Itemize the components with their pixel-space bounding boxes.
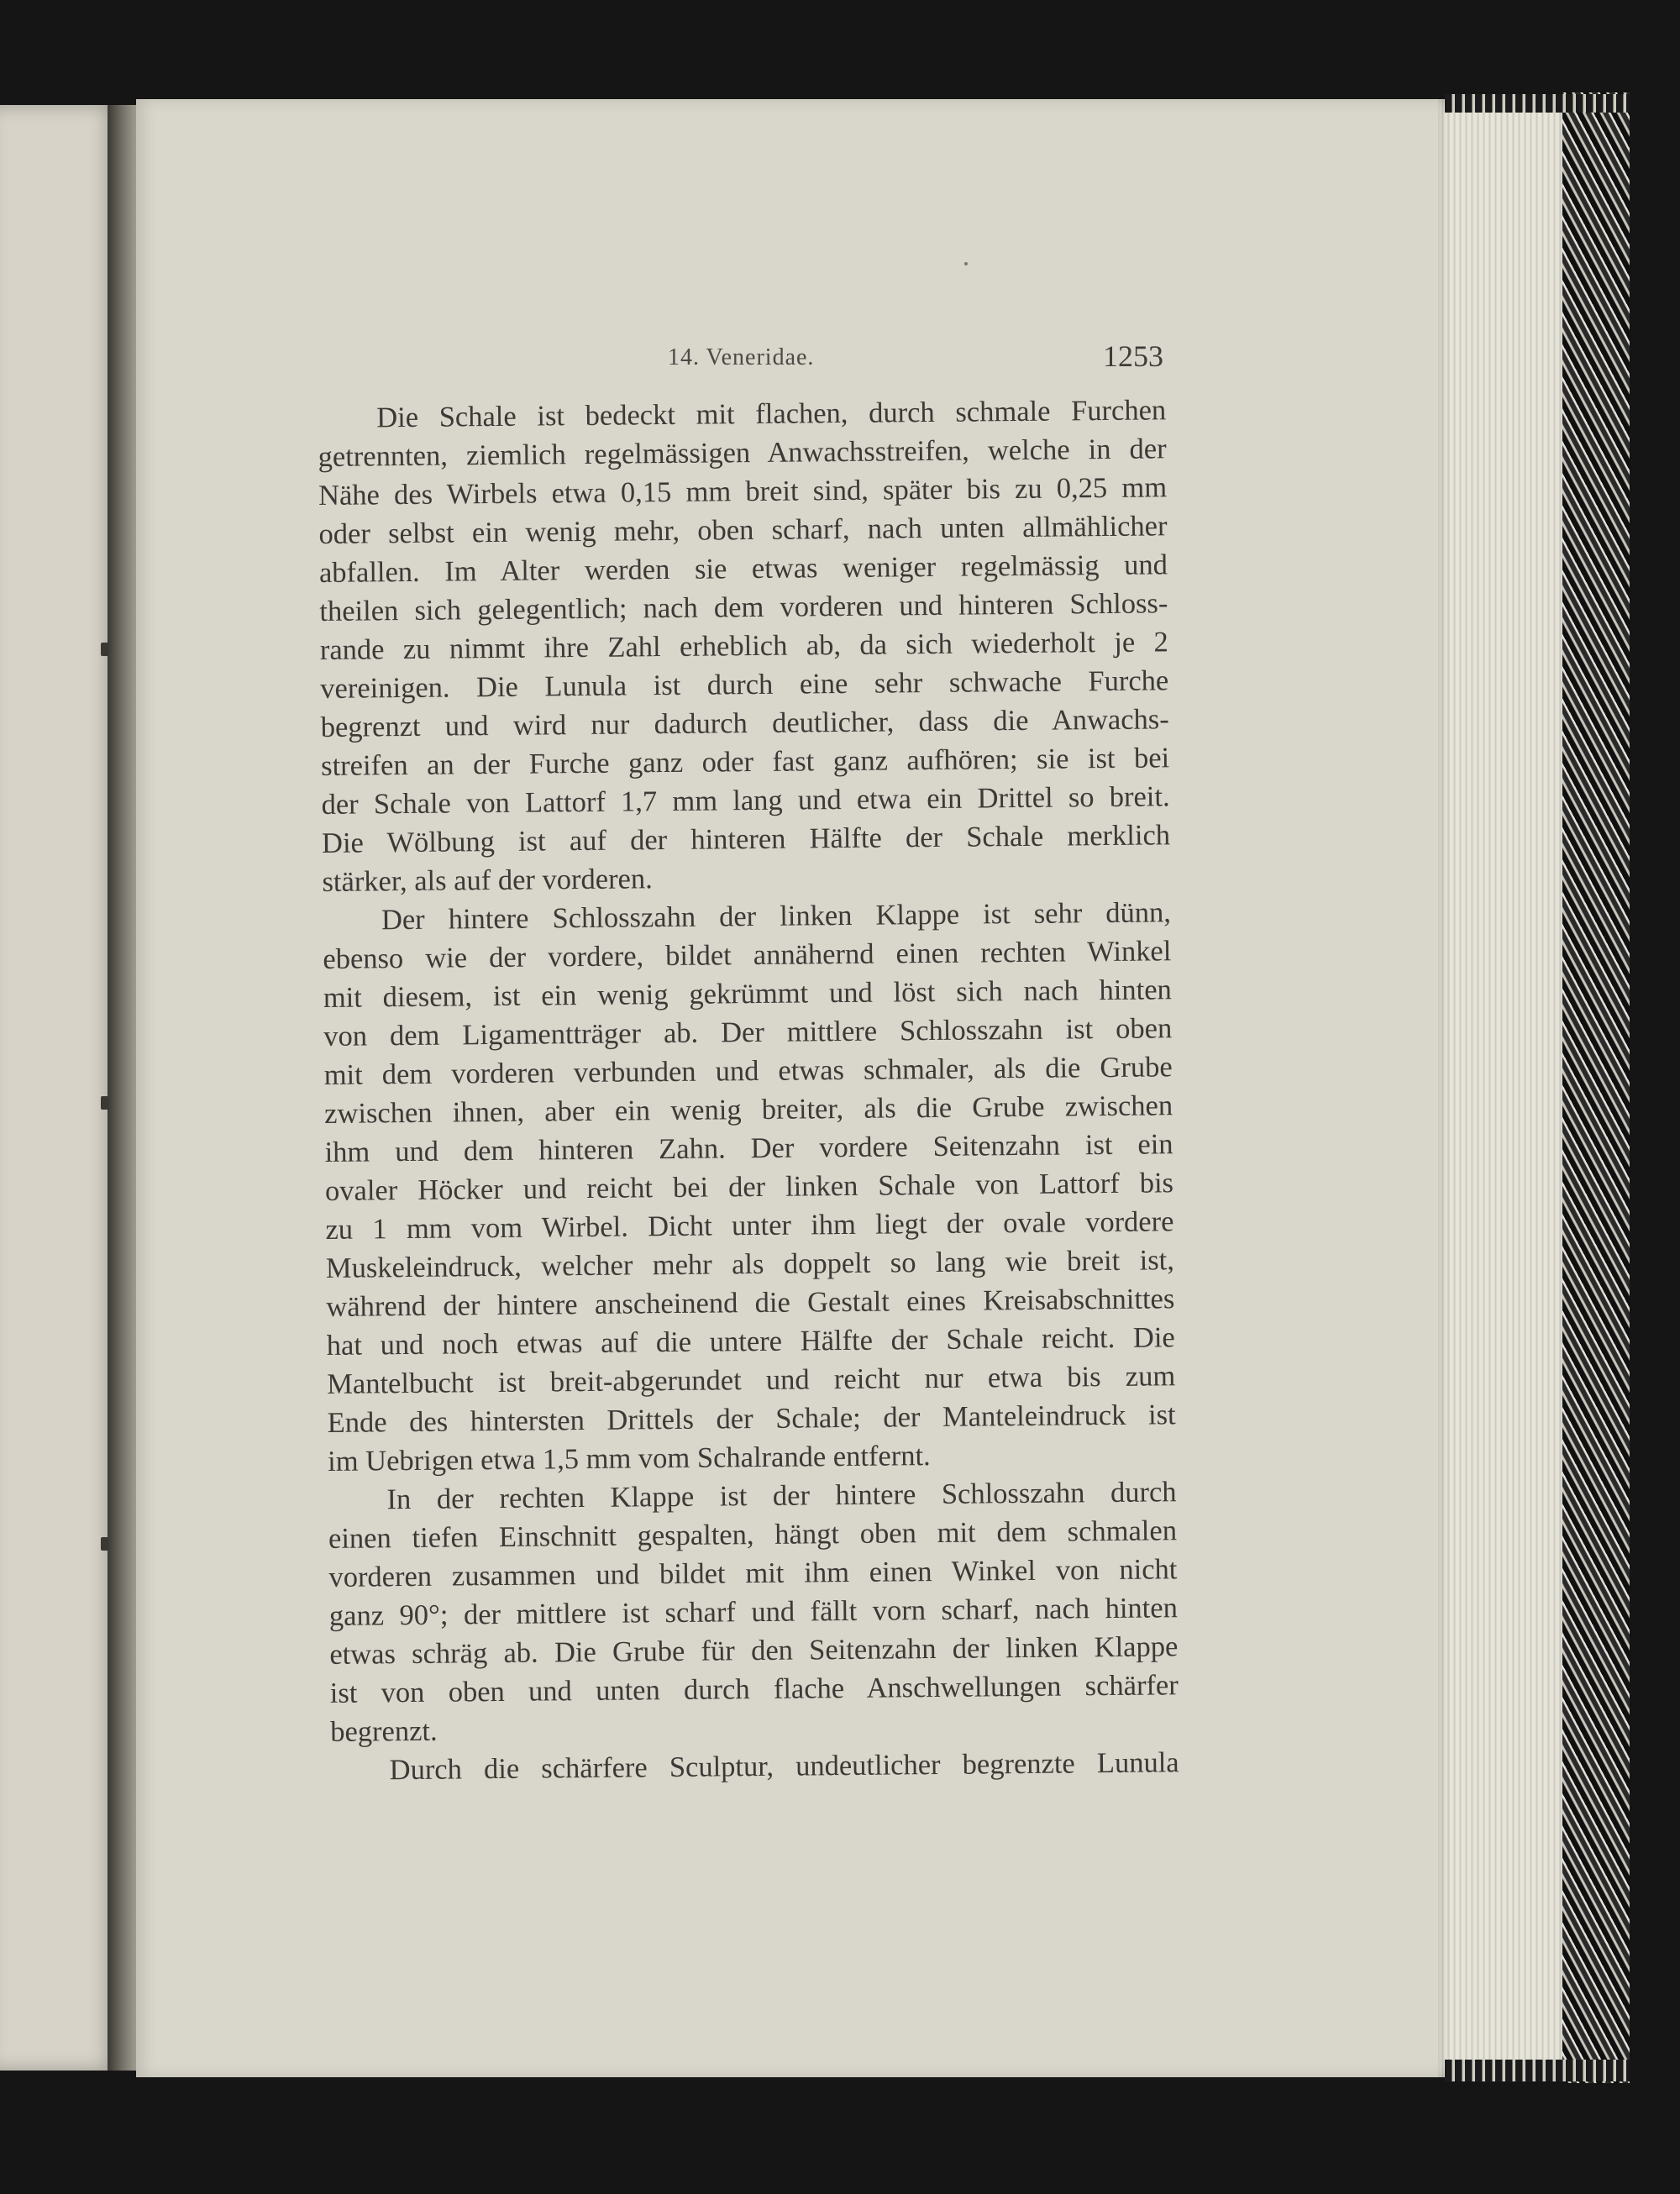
text-line: zwischen ihnen, aber ein wenig breiter, als die Grube zwischen	[323, 1089, 1173, 1130]
text-line: vereinigen. Die Lunula ist durch eine sehr schwache Furche	[320, 664, 1169, 705]
text-line: ist von oben und unten durch flache Anschwellungen schärfer	[329, 1669, 1179, 1709]
text-line: mit diesem, ist ein wenig gekrümmt und löst sich nach hinten	[323, 974, 1172, 1014]
text-line: ovaler Höcker und reicht bei der linken Schale von Lattorf bis	[324, 1167, 1174, 1207]
text-line: stärker, als auf der vorderen.	[322, 863, 653, 898]
text-line: im Uebrigen etwa 1,5 mm vom Schalrande entfernt.	[327, 1440, 931, 1478]
text-line: ebenso wie der vordere, bildet annähernd einen rechten Winkel	[323, 935, 1172, 975]
text-line: Der hintere Schlosszahn der linken Klappe ist sehr dünn,	[381, 896, 1172, 937]
text-line: Muskeleindruck, welcher mehr als doppelt so lang wie breit ist,	[325, 1244, 1175, 1284]
page-number: 1253	[1103, 339, 1163, 373]
text-line: Nähe des Wirbels etwa 0,15 mm breit sind, später bis zu 0,25 mm	[318, 471, 1168, 512]
text-line: begrenzt und wird nur dadurch deutlicher, dass die Anwachs-	[320, 703, 1169, 743]
page-edges	[1438, 99, 1568, 2077]
text-line: etwas schräg ab. Die Grube für den Seitenzahn der linken Klappe	[329, 1630, 1179, 1671]
text-line: einen tiefen Einschnitt gespalten, hängt oben mit dem schmalen	[328, 1514, 1178, 1555]
text-line: ganz 90°; der mittlere ist scharf und fällt vorn scharf, nach hinten	[328, 1592, 1179, 1632]
book-cover-edge	[1562, 92, 1630, 2083]
text-line: Durch die schärfere Sculptur, undeutlicher begrenzte Lunula	[389, 1746, 1179, 1787]
text-line: rande zu nimmt ihre Zahl erheblich ab, da sich wiederholt je 2	[319, 626, 1169, 666]
cover-top-edge	[1445, 94, 1630, 113]
cover-bottom-edge	[1445, 2060, 1630, 2081]
left-page	[0, 105, 119, 2071]
text-line: vorderen zusammen und bildet mit ihm einen Winkel von nicht	[328, 1553, 1178, 1593]
text-line: Die Wölbung ist auf der hinteren Hälfte der Schale merklich	[321, 819, 1171, 859]
text-line: hat und noch etwas auf die untere Hälfte der Schale reicht. Die	[326, 1321, 1175, 1362]
running-head: 14. Veneridae.	[668, 344, 815, 370]
text-line: Mantelbucht ist breit-abgerundet und reicht nur etwa bis zum	[327, 1360, 1176, 1400]
paper-speck	[964, 262, 968, 265]
text-line: In der rechten Klappe ist der hintere Schlosszahn durch	[386, 1476, 1177, 1516]
text-line: streifen an der Furche ganz oder fast ganz aufhören; sie ist bei	[321, 742, 1170, 782]
text-line: theilen sich gelegentlich; nach dem vorderen und hinteren Schloss-	[319, 587, 1168, 627]
text-line: mit dem vorderen verbunden und etwas schmaler, als die Grube	[323, 1051, 1173, 1091]
text-line: Ende des hintersten Drittels der Schale; der Manteleindruck ist	[327, 1399, 1176, 1439]
text-line: oder selbst ein wenig mehr, oben scharf, nach unten allmählicher	[318, 510, 1168, 550]
text-line: begrenzt.	[330, 1714, 438, 1748]
text-line: Die Schale ist bedeckt mit flachen, durch schmale Furchen	[376, 394, 1167, 434]
text-line: während der hintere anscheinend die Gestalt eines Kreisabschnittes	[326, 1283, 1175, 1323]
text-line: abfallen. Im Alter werden sie etwas weniger regelmässig und	[318, 548, 1168, 589]
text-line: zu 1 mm vom Wirbel. Dicht unter ihm liegt der ovale vordere	[325, 1205, 1174, 1246]
text-line: von dem Ligamentträger ab. Der mittlere Schlosszahn ist oben	[323, 1012, 1173, 1052]
text-line: der Schale von Lattorf 1,7 mm lang und etwa ein Drittel so breit.	[321, 780, 1170, 821]
text-line: getrennten, ziemlich regelmässigen Anwachsstreifen, welche in der	[318, 433, 1167, 473]
text-line: ihm und dem hinteren Zahn. Der vordere Seitenzahn ist ein	[324, 1128, 1173, 1168]
body-text	[318, 391, 1179, 1790]
